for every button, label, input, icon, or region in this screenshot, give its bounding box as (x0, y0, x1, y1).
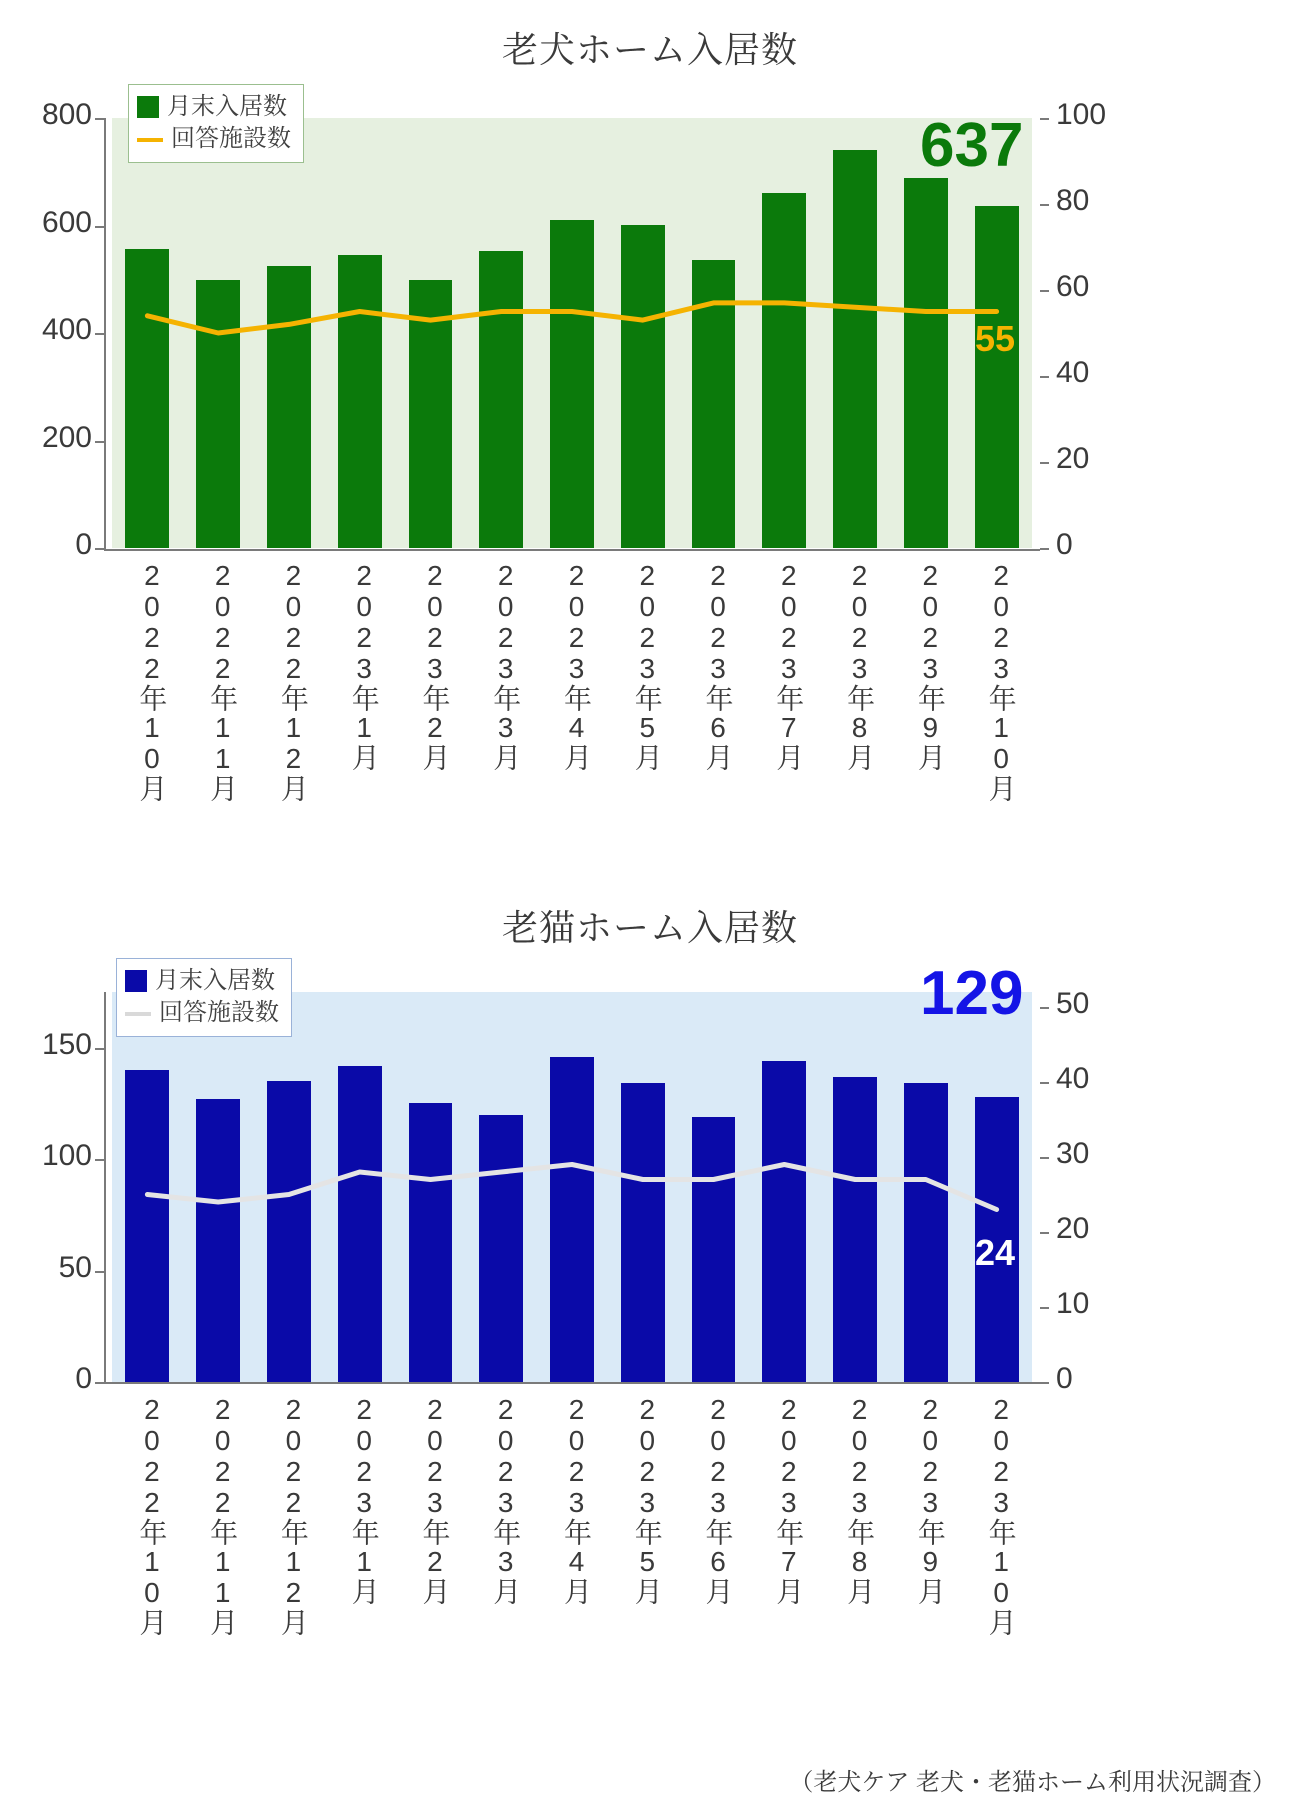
dog-ytick-mark-800 (95, 118, 104, 120)
dog-ytick-mark-200 (95, 441, 104, 443)
dog-legend-bar-row (137, 91, 291, 123)
dog-xlabel-1: 2022年11月 (207, 560, 239, 802)
dog-xlabel-4: 2023年2月 (419, 560, 451, 771)
dog-ytick-400: 400 (41, 313, 92, 346)
line-cat (147, 1165, 996, 1210)
dog-legend-bar-swatch (137, 96, 159, 118)
dog-ytick-600: 600 (41, 205, 92, 239)
dog-y2tick-mark-20 (1040, 462, 1049, 464)
cat-xlabel-3: 2023年1月 (348, 1394, 380, 1605)
cat-legend (116, 958, 292, 1037)
dog-xlabel-9: 2023年7月 (773, 560, 805, 771)
dog-ytick-mark-0 (95, 548, 104, 550)
dog-y2tick-100: 100 (1056, 98, 1107, 131)
cat-y2tick-mark-40 (1040, 1082, 1049, 1084)
dog-y2tick-80: 80 (1056, 184, 1090, 217)
dog-legend (128, 84, 304, 163)
cat-xlabel-8: 2023年6月 (702, 1394, 734, 1605)
dog-y2tick-0: 0 (1056, 528, 1073, 561)
dog-xlabel-0: 2022年10月 (136, 560, 168, 802)
cat-xlabel-7: 2023年5月 (631, 1394, 663, 1605)
cat-ytick-mark-100 (95, 1159, 104, 1161)
cat-line-series (112, 992, 1032, 1382)
cat-y2tick-20: 20 (1056, 1212, 1090, 1245)
dog-y2tick-40: 40 (1056, 356, 1090, 389)
cat-legend-bar-swatch (125, 970, 147, 992)
cat-xlabel-6: 2023年4月 (561, 1394, 592, 1605)
dog-xlabel-6: 2023年4月 (561, 560, 592, 771)
cat-plot-area (112, 992, 1032, 1382)
cat-ytick-150: 150 (41, 1027, 92, 1061)
dog-y2tick-20: 20 (1056, 442, 1090, 475)
cat-legend-line-swatch (125, 1012, 151, 1016)
dog-y2tick-mark-100 (1040, 118, 1049, 120)
cat-ytick-mark-50 (95, 1271, 104, 1273)
dog-xlabel-3: 2023年1月 (348, 560, 380, 771)
dog-line-series (112, 118, 1032, 548)
dog-xlabel-12: 2023年10月 (985, 560, 1017, 802)
dog-legend-line-swatch (137, 138, 163, 142)
cat-ytick-100: 100 (41, 1139, 92, 1173)
cat-y2tick-mark-30 (1040, 1157, 1049, 1159)
dog-chart (0, 0, 1300, 900)
dog-legend-line-label: 回答施設数 (171, 125, 291, 153)
cat-y2tick-mark-10 (1040, 1307, 1049, 1309)
cat-x-axis-line (104, 1382, 1040, 1384)
cat-chart-title: 老猫ホーム入居数 (501, 907, 798, 948)
dog-legend-bar-label: 月末入居数 (167, 93, 287, 120)
cat-y2tick-0: 0 (1056, 1362, 1073, 1395)
dog-y2tick-60: 60 (1056, 270, 1090, 303)
dog-callout-line-value: 55 (975, 318, 1016, 359)
cat-legend-line-label: 回答施設数 (159, 999, 279, 1027)
source-note: （老犬ケア 老犬・老猫ホーム利用状況調査） (789, 1769, 1276, 1796)
dog-y2tick-mark-80 (1040, 204, 1049, 206)
cat-xlabel-10: 2023年8月 (844, 1394, 876, 1605)
dog-ytick-0: 0 (75, 528, 92, 561)
cat-callout-bar-value: 129 (920, 959, 1024, 1028)
line-dog (147, 303, 996, 333)
cat-xlabel-1: 2022年11月 (207, 1394, 239, 1636)
cat-ytick-50: 50 (58, 1250, 92, 1284)
cat-y2tick-mark-50 (1040, 1007, 1049, 1009)
cat-ytick-mark-150 (95, 1048, 104, 1050)
cat-xlabel-12: 2023年10月 (985, 1394, 1017, 1636)
dog-xlabel-7: 2023年5月 (631, 560, 663, 771)
dog-xlabel-11: 2023年9月 (914, 560, 946, 771)
dog-xlabel-10: 2023年8月 (844, 560, 876, 771)
cat-xlabel-5: 2023年3月 (490, 1394, 522, 1605)
cat-legend-line-row (125, 997, 279, 1029)
cat-legend-bar-row (125, 965, 279, 997)
dog-xlabel-2: 2022年12月 (277, 560, 309, 802)
cat-ytick-0: 0 (75, 1362, 92, 1395)
cat-xlabel-11: 2023年9月 (914, 1394, 946, 1605)
cat-legend-bar-label: 月末入居数 (155, 967, 275, 994)
cat-y2tick-mark-20 (1040, 1232, 1049, 1234)
cat-xlabel-2: 2022年12月 (277, 1394, 309, 1636)
dog-xlabel-5: 2023年3月 (490, 560, 522, 771)
cat-ytick-mark-0 (95, 1382, 104, 1384)
dog-ytick-800: 800 (41, 98, 92, 131)
dog-ytick-mark-400 (95, 333, 104, 335)
cat-y2tick-40: 40 (1056, 1062, 1090, 1095)
cat-y-axis-line (104, 992, 106, 1384)
cat-y2tick-10: 10 (1056, 1287, 1090, 1320)
dog-y2tick-mark-0 (1040, 548, 1049, 550)
dog-plot-area (112, 118, 1032, 548)
cat-xlabel-4: 2023年2月 (419, 1394, 451, 1605)
dog-ytick-200: 200 (41, 420, 92, 454)
cat-xlabel-0: 2022年10月 (136, 1394, 168, 1636)
cat-y2tick-50: 50 (1056, 987, 1090, 1020)
dog-xlabel-8: 2023年6月 (702, 560, 734, 771)
cat-chart (0, 900, 1300, 1730)
cat-y2tick-mark-0 (1040, 1382, 1049, 1384)
dog-chart-title: 老犬ホーム入居数 (501, 29, 798, 70)
dog-y-axis-line (104, 118, 106, 550)
cat-callout-line-value: 24 (975, 1232, 1016, 1273)
dog-callout-bar-value: 637 (920, 111, 1024, 180)
dog-ytick-mark-600 (95, 226, 104, 228)
dog-y2tick-mark-40 (1040, 376, 1049, 378)
dog-legend-line-row (137, 123, 291, 155)
cat-xlabel-9: 2023年7月 (773, 1394, 805, 1605)
dog-x-axis-line (104, 549, 1040, 551)
cat-y2tick-30: 30 (1056, 1137, 1090, 1170)
dog-y2tick-mark-60 (1040, 290, 1049, 292)
